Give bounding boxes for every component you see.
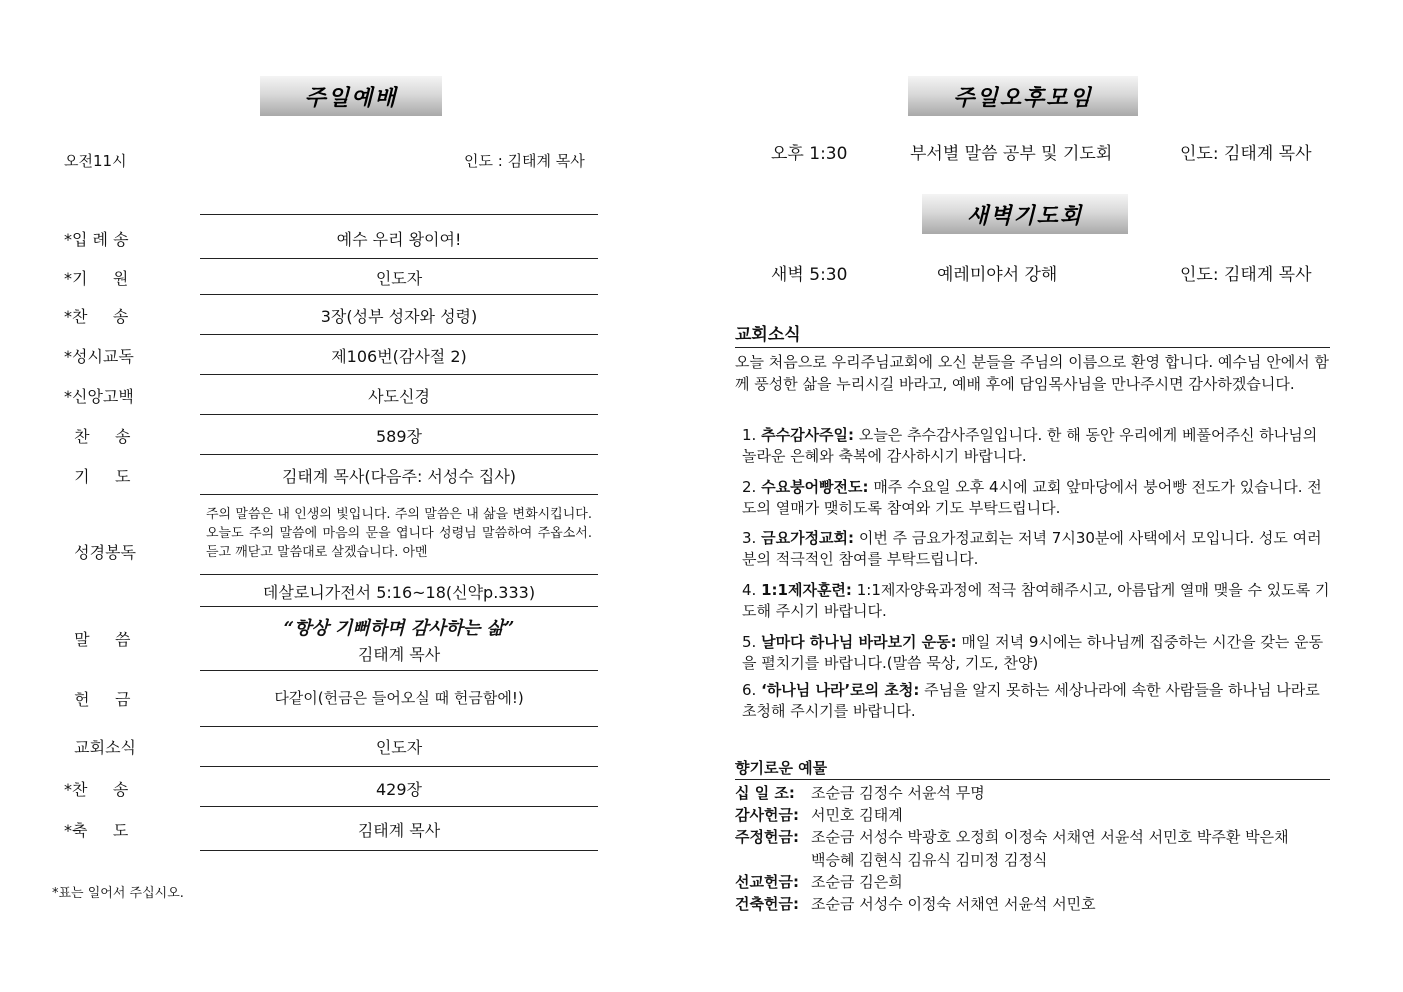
news-text: 이번 주 금요가정교회는 저녁 7시30분에 사택에서 모입니다. 성도 여러분의 적극적인 참여를 부탁드립니다. bbox=[742, 529, 1322, 568]
afternoon-leader: 인도: 김태계 목사 bbox=[1180, 144, 1312, 164]
news-item bbox=[742, 632, 1330, 674]
sermon-preacher: 김태계 목사 bbox=[357, 645, 441, 664]
order-label: 성경봉독 bbox=[64, 543, 136, 562]
sermon-title: “항상 기뻐하며 감사하는 삶” bbox=[283, 618, 515, 639]
news-title: 금요가정교회: bbox=[761, 529, 855, 547]
offering-heading-text: 향기로운 예물 bbox=[735, 759, 828, 777]
news-item bbox=[742, 425, 1330, 467]
offering-names: 조순금 김정수 서윤석 무명 bbox=[811, 784, 985, 802]
offering-names-continued: 백승혜 김현식 김유식 김미정 김정식 bbox=[811, 851, 1048, 869]
offering-names: 서민호 김태계 bbox=[811, 806, 903, 824]
dawn-leader: 인도: 김태계 목사 bbox=[1180, 265, 1312, 285]
news-title: 날마다 하나님 바라보기 운동: bbox=[761, 633, 957, 651]
news-num: 3. bbox=[742, 529, 757, 547]
dawn-title bbox=[922, 194, 1128, 234]
order-label: 말 씀 bbox=[64, 630, 131, 649]
afternoon-desc: 부서별 말씀 공부 및 기도회 bbox=[910, 144, 1113, 164]
news-title: 수요붕어빵전도: bbox=[761, 478, 869, 496]
offering-label: 선교헌금: bbox=[735, 873, 799, 891]
news-num: 1. bbox=[742, 426, 757, 444]
news-item bbox=[742, 680, 1330, 722]
offering-label: 십 일 조: bbox=[735, 784, 795, 802]
afternoon-time: 오후 1:30 bbox=[771, 144, 848, 164]
offering-label: 건축헌금: bbox=[735, 895, 799, 913]
worship-title-text: 주일예배 bbox=[304, 84, 398, 111]
news-title: 1:1제자훈련: bbox=[761, 581, 852, 599]
news-text: 매주 수요일 오후 4시에 교회 앞마당에서 붕어빵 전도가 있습니다. 전도의 열매가 맺히도록 참여와 기도 부탁드립니다. bbox=[742, 478, 1322, 517]
news-heading bbox=[735, 320, 1330, 348]
order-value: 3장(성부 성자와 성령) bbox=[320, 307, 478, 326]
news-item bbox=[742, 477, 1330, 519]
scripture-prayer: 주의 말씀은 내 인생의 빛입니다. 주의 말씀은 내 삶을 변화시킵니다. 오늘도 주의 말씀에 마음의 문을 엽니다 성령님 말씀하여 주옵소서. 듣고 깨닫고 말씀대로 살겠습니다. 아멘 bbox=[206, 507, 592, 560]
order-label: *찬 송 bbox=[64, 780, 129, 799]
order-value: 예수 우리 왕이여! bbox=[336, 230, 462, 249]
offering-names: 조순금 서성수 이정숙 서채연 서윤석 서민호 bbox=[811, 895, 1096, 913]
news-text: 매일 저녁 9시에는 하나님께 집중하는 시간을 갖는 운동을 펼치기를 바랍니다.(말씀 묵상, 기도, 찬양) bbox=[742, 633, 1324, 672]
offering-names: 조순금 김은희 bbox=[811, 873, 903, 891]
offering-names: 조순금 서성수 박광호 오정희 이정숙 서채연 서윤석 서민호 박주환 박은채 bbox=[811, 828, 1289, 846]
worship-leader: 인도 : 김태계 목사 bbox=[464, 152, 585, 170]
news-text: 주님을 알지 못하는 세상나라에 속한 사람들을 하나님 나라로 초청해 주시기를 바랍니다. bbox=[742, 681, 1320, 720]
order-label: *성시교독 bbox=[64, 347, 134, 366]
news-title: 추수감사주일: bbox=[761, 426, 855, 444]
offering-heading bbox=[735, 757, 1330, 780]
news-title: ‘하나님 나라’로의 초청: bbox=[761, 681, 920, 699]
dawn-time: 새벽 5:30 bbox=[771, 265, 848, 285]
news-text: 1:1제자양육과정에 적극 참여해주시고, 아름답게 열매 맺을 수 있도록 기도해 주시기 바랍니다. bbox=[742, 581, 1330, 620]
news-text: 오늘은 추수감사주일입니다. 한 해 동안 우리에게 베풀어주신 하나님의 놀라운 은혜와 축복에 감사하시기 바랍니다. bbox=[742, 426, 1318, 465]
order-value: 사도신경 bbox=[368, 387, 430, 406]
afternoon-title-text: 주일오후모임 bbox=[953, 84, 1093, 111]
standing-note: *표는 일어서 주십시오. bbox=[52, 886, 184, 901]
order-label: 기 도 bbox=[64, 467, 131, 486]
order-value: 인도자 bbox=[375, 269, 423, 288]
order-value: 인도자 bbox=[375, 738, 423, 757]
order-label: *신앙고백 bbox=[64, 387, 134, 406]
news-item bbox=[742, 580, 1330, 622]
dawn-desc: 예레미야서 강해 bbox=[937, 265, 1058, 285]
order-value: 김태계 목사 bbox=[357, 821, 441, 840]
order-label: *축 도 bbox=[64, 821, 129, 840]
news-num: 5. bbox=[742, 633, 757, 651]
news-num: 6. bbox=[742, 681, 757, 699]
order-label: 헌 금 bbox=[64, 690, 131, 709]
order-value: 제106번(감사절 2) bbox=[331, 347, 467, 366]
news-intro: 오늘 처음으로 우리주님교회에 오신 분들을 주님의 이름으로 환영 합니다. 예수님 안에서 함께 풍성한 삶을 누리시길 바라고, 예배 후에 담임목사님을 만나주시면 감사하겠습니다. bbox=[735, 353, 1329, 393]
order-value: 다같이(헌금은 들어오실 때 헌금함에!) bbox=[274, 689, 524, 707]
order-value: 429장 bbox=[376, 780, 422, 799]
dawn-title-text: 새벽기도회 bbox=[966, 202, 1084, 229]
order-value: 김태계 목사(다음주: 서성수 집사) bbox=[281, 467, 517, 486]
order-value: 589장 bbox=[376, 427, 422, 446]
order-label: 교회소식 bbox=[64, 738, 136, 757]
news-heading-text: 교회소식 bbox=[735, 325, 801, 345]
worship-time: 오전11시 bbox=[64, 152, 127, 170]
order-label: 찬 송 bbox=[64, 427, 131, 446]
offering-label: 감사헌금: bbox=[735, 806, 799, 824]
order-label: *기 원 bbox=[64, 269, 129, 288]
scripture-reference: 데살로니가전서 5:16~18(신약p.333) bbox=[262, 583, 536, 602]
order-label: *찬 송 bbox=[64, 307, 129, 326]
afternoon-title bbox=[908, 76, 1138, 116]
order-label: *입 례 송 bbox=[64, 230, 129, 249]
worship-title bbox=[260, 76, 442, 116]
news-num: 4. bbox=[742, 581, 757, 599]
offering-label: 주정헌금: bbox=[735, 828, 799, 846]
news-num: 2. bbox=[742, 478, 757, 496]
news-item bbox=[742, 528, 1330, 570]
